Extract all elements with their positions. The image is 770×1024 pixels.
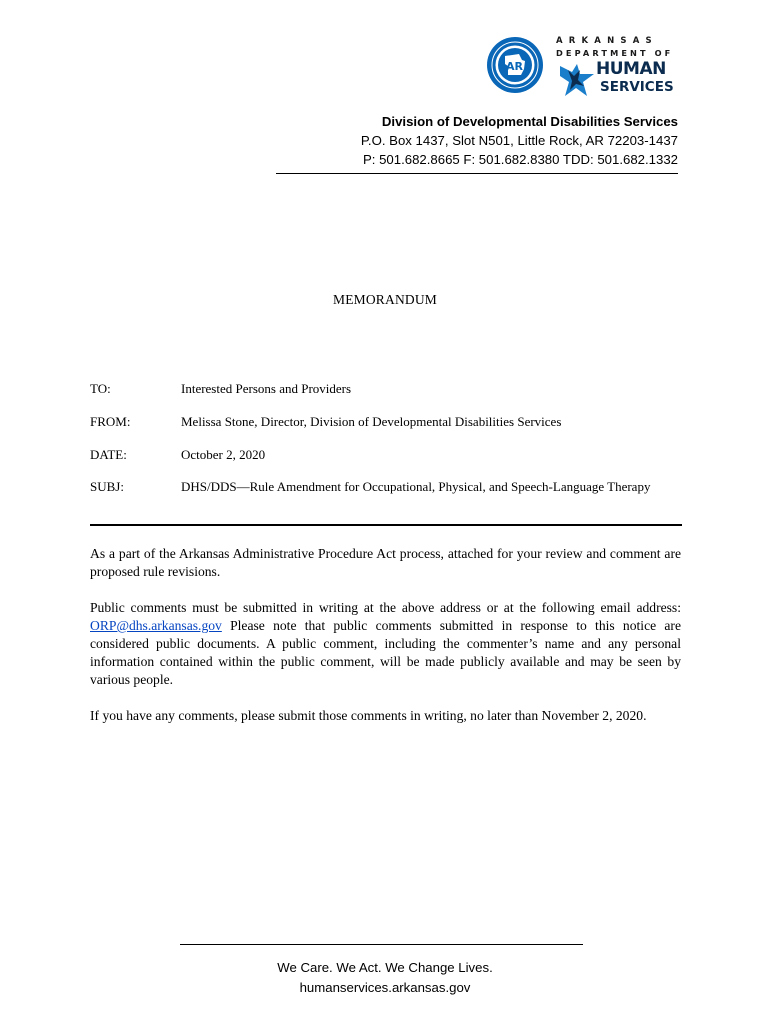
header-divider — [276, 173, 678, 174]
to-label: TO: — [90, 381, 111, 396]
para2-intro: Public comments must be submitted in writing at the above address or at the following email address: — [90, 600, 681, 615]
memo-title: MEMORANDUM — [332, 292, 437, 307]
to-value: Interested Persons and Providers — [181, 381, 352, 396]
fields-divider — [90, 524, 682, 526]
email-link[interactable]: ORP@dhs.arkansas.gov — [90, 618, 222, 633]
logo-dept-line: DEPARTMENT OF — [556, 48, 674, 58]
seal-logo — [486, 36, 544, 94]
footer-slogan: We Care. We Act. We Change Lives. — [277, 960, 493, 975]
seal-initials: AR — [506, 60, 523, 73]
logo-human: HUMAN — [596, 59, 666, 79]
division-name: Division of Developmental Disabilities Services — [381, 114, 678, 129]
division-address: P.O. Box 1437, Slot N501, Little Rock, AR 72203-1437 — [360, 133, 678, 148]
dhs-logo — [556, 36, 684, 100]
subj-value: DHS/DDS—Rule Amendment for Occupational, Physical, and Speech-Language Therapy — [181, 479, 651, 494]
date-label: DATE: — [90, 447, 127, 462]
body-paragraph-2 — [90, 599, 681, 689]
seal-icon — [486, 36, 544, 94]
subj-label: SUBJ: — [90, 479, 124, 494]
footer — [0, 958, 770, 998]
body-paragraph-1: As a part of the Arkansas Administrative Procedure Act process, attached for your review and comment are proposed rule revisions. — [90, 546, 681, 579]
body-paragraph-3: If you have any comments, please submit those comments in writing, no later than November 2, 2020. — [90, 708, 647, 723]
footer-divider — [180, 944, 583, 945]
division-header — [361, 112, 678, 169]
division-phones: P: 501.682.8665 F: 501.682.8380 TDD: 501.682.1332 — [362, 152, 678, 167]
date-value: October 2, 2020 — [181, 447, 266, 462]
footer-website: humanservices.arkansas.gov — [299, 980, 471, 995]
logo-state-word: ARKANSAS — [556, 36, 658, 46]
from-label: FROM: — [90, 414, 131, 429]
star-person-icon — [558, 62, 596, 98]
para2-rest: Please note that public comments submitted in response to this notice are considered public documents. A public comment, including the commenter’s name and any personal information contained within the public comment, will be made publicly available and may be seen by various people. — [90, 618, 681, 687]
from-value: Melissa Stone, Director, Division of Developmental Disabilities Services — [181, 414, 562, 429]
logo-services: SERVICES — [600, 79, 674, 95]
